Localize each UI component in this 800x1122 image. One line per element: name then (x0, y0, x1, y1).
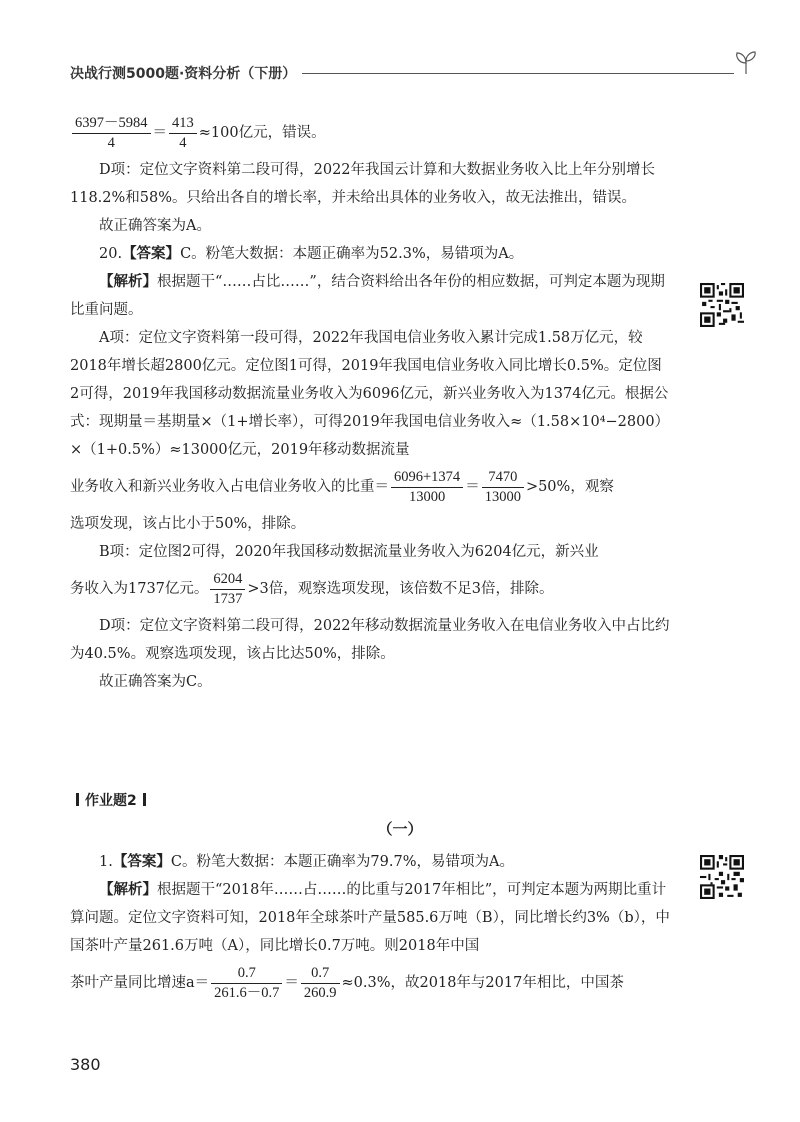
qr-code-icon[interactable] (700, 855, 744, 899)
formula-line: $\frac{6397-5984}{4}$ ＝ $\frac{413}{4}$ ≈100亿元，错误。 (70, 110, 670, 156)
option-a-paragraph: A项：定位文字资料第一段可得，2022年我国电信业务收入累计完成1.58万亿元，较2018年增长超2800亿元。定位图1可得，2019年我国电信业务收入同比增长0.5%。定位图2可得，2019年我国移动数据流量业务收入为6096亿元，新兴业务收入为1374亿元。根据公式：现期量＝基期量×（1+增长率），可得2019年我国电信业务收入≈（1.58×10⁴−2800）×（1+0.5%）≈13000亿元，2019年移动数据流量 (70, 330, 670, 458)
question-1-analysis: 【解析】根据题干“2018年……占……的比重与2017年相比”，可判定本题为两期比重计算问题。定位文字资料可知，2018年全球茶叶产量585.6万吨（B），同比增长约3%（b），中国茶叶产量261.6万吨（A），同比增长0.7万吨。则2018年中国 (70, 881, 670, 954)
fraction: $\frac{0.7}{260.9}$ (301, 964, 340, 1001)
answer-body-bottom (70, 848, 670, 1006)
question-1-answer: 1.【答案】C。粉笔大数据：本题正确率为79.7%，易错项为A。 (99, 853, 514, 870)
answer-body-top (70, 110, 670, 696)
leaf-sprout-icon (732, 48, 760, 76)
option-b-paragraph: B项：定位图2可得，2020年我国移动数据流量业务收入为6204亿元，新兴业 (99, 544, 599, 560)
section-heading: 作业题2 (70, 790, 152, 810)
option-d2-paragraph: D项：定位文字资料第二段可得，2022年移动数据流量业务收入在电信业务收入中占比约为40.5%。观察选项发现，该占比达50%，排除。 (70, 618, 670, 662)
option-a-conclusion: 选项发现，该占比小于50%，排除。 (70, 516, 306, 532)
heading-bar (143, 793, 146, 806)
option-d-paragraph: D项：定位文字资料第二段可得，2022年我国云计算和大数据业务收入比上年分别增长118.2%和58%。只给出各自的增长率，并未给出具体的业务收入，故无法推出，错误。 (70, 162, 656, 206)
header-rule (302, 73, 734, 74)
heading-bar (76, 793, 79, 806)
fraction: $\frac{6096+1374}{13000}$ (391, 468, 463, 505)
option-b-formula-line: 务收入为1737亿元。 $\frac{6204}{1737}$ >3倍，观察选项发现，该倍数不足3倍，排除。 (70, 571, 554, 607)
answer-line: 故正确答案为A。 (99, 218, 211, 234)
page-number: 380 (70, 1055, 101, 1074)
fraction: $\frac{6204}{1737}$ (210, 570, 245, 607)
qr-code-icon[interactable] (700, 283, 744, 327)
running-header (70, 62, 760, 86)
part-title: （一） (377, 820, 423, 838)
book-title: 决战行测5000题·资料分析（下册） (70, 66, 297, 82)
fraction: $\frac{0.7}{261.6-0.7}$ (211, 964, 282, 1001)
question-20-answer: 20.【答案】C。粉笔大数据：本题正确率为52.3%，易错项为A。 (99, 245, 524, 262)
answer-line: 故正确答案为C。 (99, 674, 212, 690)
ratio-formula-line: 业务收入和新兴业务收入占电信业务收入的比重＝ $\frac{6096+1374}{13000}$ ＝ $\frac{7470}{13000}$ >50%，观察 (70, 469, 614, 505)
fraction: $\frac{413}{4}$ (169, 114, 197, 151)
question-20-analysis: 【解析】根据题干“……占比……”，结合资料给出各年份的相应数据，可判定本题为现期比重问题。 (70, 273, 665, 318)
growth-formula-line: 茶叶产量同比增速a＝ $\frac{0.7}{261.6-0.7}$ ＝ $\frac{0.7}{260.9}$ ≈0.3%，故2018年与2017年相比，中国茶 (70, 965, 624, 1001)
fraction: $\frac{7470}{13000}$ (482, 468, 524, 505)
fraction: $\frac{6397-5984}{4}$ (72, 114, 151, 151)
